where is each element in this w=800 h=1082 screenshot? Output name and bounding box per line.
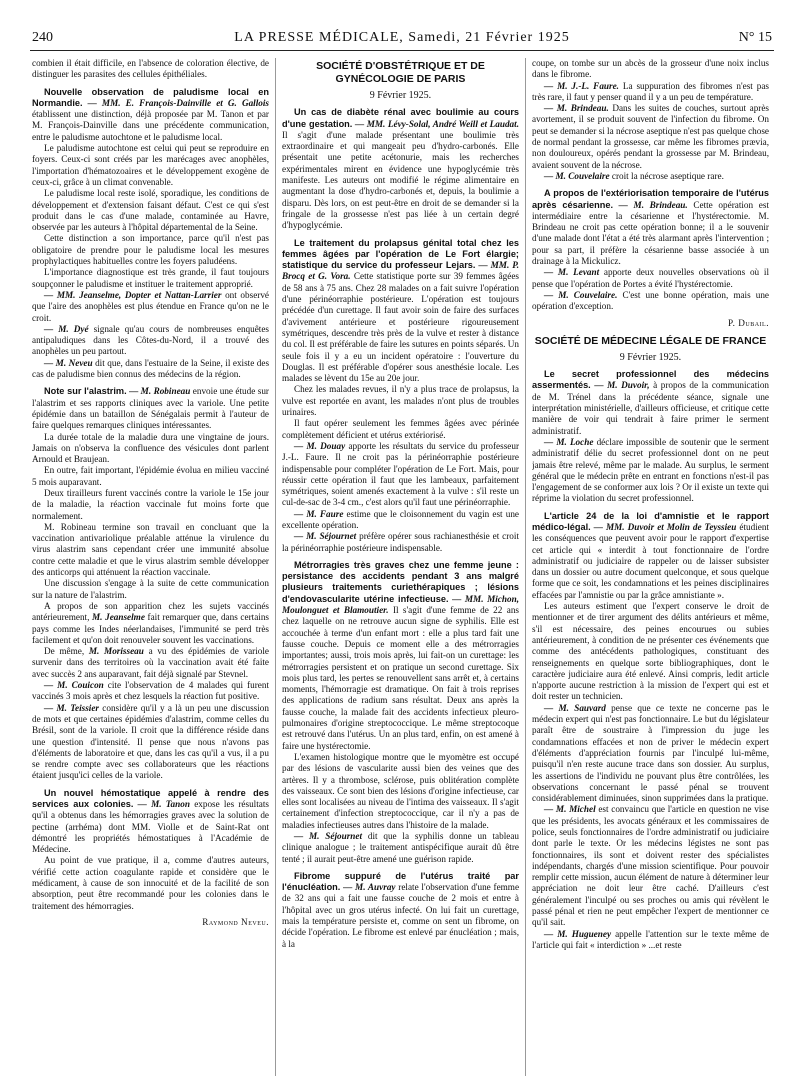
session-date: 9 Février 1925. bbox=[619, 351, 682, 363]
issue-number: N° 15 bbox=[738, 30, 772, 45]
paragraph bbox=[532, 103, 769, 171]
author-names: M. Jeanselme bbox=[92, 612, 145, 623]
paragraph bbox=[32, 601, 269, 646]
section-lead: Note sur l'alastrim. bbox=[44, 386, 127, 397]
author-names: — M. Hugueney bbox=[544, 928, 612, 939]
author-names: — M. Michel bbox=[544, 804, 596, 815]
paragraph: La durée totale de la maladie dura une vingtaine de jours. Jamais on n'observa la confluence des vésicules dont parlent Arnould et Braujean. bbox=[32, 431, 269, 465]
paragraph-text: a vu des épidémies de variole survenir dans des territoires où la vaccination avait été faite avec succès 2 ans auparavant, fait déjà signalé par Stevnel. bbox=[32, 646, 269, 679]
paragraph: En outre, fait important, l'épidémie évolua en milieu vacciné 5 mois auparavant. bbox=[32, 465, 269, 487]
paragraph bbox=[32, 386, 269, 431]
author-names: — M. Robineau bbox=[129, 386, 191, 397]
paragraph: M. Robineau termine son travail en concluant que la vaccination antivariolique préalable atténue la virulence du virus alastrim sans cependant créer une immunité absolue contre cette maladie et que le virus alastrim semble développer des anticorps qui atténuent la réaction vaccinale. bbox=[32, 521, 269, 578]
author-names: — M. Faure bbox=[294, 508, 344, 519]
page-header bbox=[30, 28, 774, 51]
society-heading: SOCIÉTÉ DE MÉDECINE LÉGALE DE FRANCE bbox=[534, 334, 767, 347]
paragraph-text: La suppuration des fibromes n'est pas très rare, il faut y penser quand il y a un peu de température. bbox=[532, 80, 769, 102]
paragraph bbox=[282, 531, 519, 554]
author-names: — M. Loche bbox=[544, 436, 594, 447]
column-2 bbox=[282, 58, 519, 1076]
paragraph-text: expose les résultats qu'il a obtenus dans les hémorragies graves avec la solution de pectine (arrhéma) dont MM. Violle et de Saint-Rat ont démontré les propriétés hémostatiques à l'Académie de Médecine. bbox=[32, 799, 269, 855]
author-names: — MM. E. François-Dainville et G. Gallois bbox=[87, 97, 269, 108]
author-names: — M. Séjournet bbox=[294, 531, 357, 542]
column-divider bbox=[525, 58, 526, 1076]
paragraph bbox=[532, 929, 769, 952]
paragraph-text: étudient les conséquences que peuvent avoir pour le rapport d'expertise cet article qui « interdit à tout fonctionnaire de l'ordre administratif ou judiciaire de rappeler ou de laisser subsister dans un dossier ou autre document quelconque, et sous quelque forme que ce soit, les condamnations et les peines disciplinaires effacées par l'amnistie ou par la grâce amnistiante ». bbox=[532, 521, 769, 600]
paragraph: Le paludisme autochtone est celui qui peut se reproduire en foyers. Ceux-ci sont créés par les marécages avec anophèles, l'importation d'hématozoaires et le développement exogène de ceux-ci, grâce à un climat convenable. bbox=[32, 143, 269, 187]
paragraph bbox=[282, 441, 519, 509]
paragraph bbox=[32, 646, 269, 680]
paragraph bbox=[532, 511, 769, 601]
paragraph bbox=[32, 87, 269, 143]
paragraph: combien il était difficile, en l'absence de coloration élective, de distinguer les parasites des cellules épithéliales. bbox=[32, 58, 269, 80]
author-names: — M. Couvelaire bbox=[544, 170, 610, 181]
paragraph-text: considère qu'il y a là un peu une discussion de mots et que certaines épidémies d'alastrim, comme celles du Brésil, sont de la variole. Il croit que la différence réside dans une question d'intensité. Il pense que nous n'avons pas d'éléments de laboratoire et que, dans les cas qu'il a vus, il a pu se rendre compte avec ses collaborateurs que les réactions étaient jusqu'ici celles de la variole. bbox=[32, 702, 269, 781]
paragraph bbox=[32, 324, 269, 358]
paragraph-text: Il s'agit d'une malade présentant une boulimie très extraordinaire et qui mangeait peu d'hydro-carbonés. Elle présentait une petite acétonurie, mais les recherches expérimentales mirent en évidence une hypoglycémie très manifeste. Les auteurs ont modifié le régime alimentaire en augmentant la dose d'hydro-carbonés et, depuis, la boulimie a disparu. Dès lors, on est peut-être en droit de se demander si la fringale de la grossesse n'est pas liée à un certain degré d'hypoglycémie. bbox=[282, 129, 519, 231]
paragraph-text: Cette opération est intermédiaire entre la césarienne et l'hystérectomie. M. Brindeau ne croit pas cette opération bonne; il a le souvenir d'une malade dont l'état a été très alarmant après l'intervention ; pour sa part, il préfère la césarienne basse associée à un drainage à la Mickulicz. bbox=[532, 199, 769, 267]
paragraph bbox=[532, 171, 769, 182]
author-names: — M. Teissier bbox=[44, 702, 99, 713]
paragraph bbox=[532, 703, 769, 805]
paragraph-text: C'est une bonne opération, mais une opération d'exception. bbox=[532, 289, 769, 312]
author-names: — MM. Jeanselme, Dopter et Nattan-Larrier bbox=[44, 289, 222, 300]
author-names: — M. Dyé bbox=[44, 323, 89, 334]
paragraph-text: signale qu'au cours de nombreuses enquêtes antipaludiques dans les Côtes-du-Nord, il a trouvé des anophèles un peu partout. bbox=[32, 323, 269, 357]
author-names: — M. Couicon bbox=[44, 680, 104, 691]
paragraph bbox=[532, 188, 769, 267]
paragraph: L'examen histologique montre que le myomètre est occupé par des lésions de vascularite aussi bien des veines que des artères. Il y a thrombose, sclérose, puis oblitération complète des vaisseaux. Ce sont bien des lésions d'origine infectieuse, car elles sont localisées au niveau de l'intima des vaisseaux. Il s'agit certainement d'infection streptococcique, car il n'y a pas de maladies infectieuses autres dans l'histoire de la malade. bbox=[282, 751, 519, 830]
author-names: — M. Douay bbox=[294, 440, 346, 451]
author-names: M. Morisseau bbox=[88, 646, 144, 657]
paragraph bbox=[532, 804, 769, 928]
paragraph bbox=[532, 267, 769, 290]
paragraph: Une discussion s'engage à la suite de cette communication sur la nature de l'alastrim. bbox=[32, 578, 269, 600]
paragraph: Il faut opérer seulement les femmes âgées avec périnée complètement déficient et utérus extériorisé. bbox=[282, 418, 519, 440]
author-names: — MM. Lévy-Solal, André Weill et Laudat. bbox=[354, 118, 519, 129]
paragraph-text: Dans les suites de couches, surtout après avortement, il se produit souvent de l'infection du fibrome. On peut se demander si la nécrose aseptique n'est pas quelque chose de normal pendant la grossesse, car même les fibromes prævia, non douloureux, opérés pendant la grossesse par M. Brindeau, avaient souvent de la nécrose. bbox=[532, 103, 769, 170]
paragraph bbox=[32, 703, 269, 782]
paragraph-text: établissent une distinction, déjà proposée par M. Tanon et par M. François-Dainville dans une précédente communication, entre le paludisme autochtone et le paludisme local. bbox=[32, 109, 269, 142]
author-names: — M. Tanon bbox=[137, 799, 190, 809]
paragraph-text: Il s'agit d'une femme de 22 ans chez laquelle on ne retrouve aucun signe de syphilis. Elle est accouchée à terme d'un enfant mort : elle a plus tard fait une fausse couche. Depuis ce moment elle a des métrorragies importantes; aussi, trois mois après, lui fait-on un curettage: les métrorragies persistent et on pratique un second curettage. Six mois plus tard, les pertes se renouvellent sans arrêt et, à certains moments, l'hémorragie est dramatique. On fait à trois reprises des applications de radium sans résultat. Deux ans après la fausse couche, la malade fait des accidents infectieux pleuro-pulmonaires d'origine streptococcique. Le même streptocoque est retrouvé dans l'utérus. Un an plus tard, enfin, on est amené à faire une hystérectomie. bbox=[282, 605, 519, 751]
paragraph-text: est convaincu que l'article en question ne vise que les présidents, les avocats généraux et les commissaires de police, seuls fonctionnaires de l'ordre administratif ou judiciaire dont parle le texte. Or les médecins légistes ne sont pas fonctionnaires, ils sont et doivent rester des spécialistes indépendants, chargés d'une mission scientifique. Pour pouvoir remplir cette mission, aucun élément de nature à déterminer leur appréciation ne doit leur être caché. D'ailleurs c'est généralement l'inculpé ou ses proches ou amis qui révèlent le passé pénal et rien ne peut empêcher l'expert de mentionner ce qu'il sait. bbox=[532, 804, 769, 928]
paragraph: Le paludisme local reste isolé, sporadique, les conditions de développement et d'extension faisant défaut. C'est ce qui s'est produit dans le cas d'une malade, contaminée au Havre, observée par les auteurs à l'hôpital départemental de la Seine. bbox=[32, 188, 269, 233]
paragraph-text: préfère opérer sous rachianesthésie et croit la périnéorraphie postérieure indispensable. bbox=[282, 531, 519, 553]
author-names: — M. J.-L. Faure. bbox=[544, 80, 619, 91]
society-heading: SOCIÉTÉ D'OBSTÉTRIQUE ET DE GYNÉCOLOGIE DE PARIS bbox=[316, 60, 485, 85]
paragraph-text: relate l'observation d'une femme de 32 ans qui a fait une fausse couche de 2 mois et entre à l'hôpital avec un gros utérus infecté. On lui fait un curettage, mais la température persiste et, comme on sent un fibrome, on décide l'opération. Le fibrome est enlevé par énucléation ; mais, à la bbox=[282, 882, 519, 949]
paragraph: Au point de vue pratique, il a, comme d'autres auteurs, vérifié cette action coagulante rapide et considère que le médicament, à cause de son innocuité et de la facilité de son absorption, peut être recommandé pour les colonies dans le traitement des hémorragies. bbox=[32, 855, 269, 911]
author-names: — M. Levant bbox=[544, 267, 600, 278]
column-3 bbox=[532, 58, 769, 1076]
session-date: 9 Février 1925. bbox=[369, 90, 432, 101]
section-lead: L'article 24 de la loi d'amnistie et le rapport médico-légal. bbox=[532, 510, 769, 532]
author-names: — MM. Duvoir et Molin de Teyssieu bbox=[593, 521, 737, 532]
paragraph bbox=[282, 871, 519, 950]
paragraph-text: dit que la syphilis donne un tableau clinique analogue ; le traitement antispécifique aurait dû être tenté ; il aurait peut-être amené une guérison rapide. bbox=[282, 831, 519, 864]
author-names: — M. Séjournet bbox=[294, 831, 363, 841]
section-lead: Métrorragies très graves chez une femme jeune : persistance des accidents pendant 3 ans malgré plusieurs traitements curiethérapiques ; lésions d'endovascularite utérine infectieuse. bbox=[282, 559, 519, 604]
paragraph-text: déclare impossible de soutenir que le serment administratif délie du secret professionnel dont on ne peut jamais être relevé, même par le malade. Au surplus, le serment général que le médecin prête en entrant en fonctions n'est-il pas l'engagement de se conformer aux lois ? Or il existe un texte qui réprime la violation du secret professionnel. bbox=[532, 436, 769, 504]
author-names: — M. Couvelaire. bbox=[544, 289, 618, 300]
paragraph-text: estime que le cloisonnement du vagin est une excellente opération. bbox=[282, 508, 519, 530]
author-names: — MM. P. Brocq et G. Vora. bbox=[282, 260, 519, 282]
paragraph bbox=[282, 509, 519, 532]
section-lead: Fibrome suppuré de l'utérus traité par l'énucléation. bbox=[282, 870, 519, 893]
section-lead: Le secret professionnel des médecins assermentés. bbox=[532, 369, 769, 391]
signature: P. Dubail. bbox=[728, 317, 769, 328]
column-divider bbox=[275, 58, 276, 1076]
author-names: — M. Neveu bbox=[44, 357, 93, 368]
author-names: — M. Duvoir, bbox=[594, 380, 650, 391]
paragraph: L'importance diagnostique est très grande, il faut toujours soupçonner le paludisme et instituer le traitement approprié. bbox=[32, 267, 269, 289]
author-names: — M. Auvray bbox=[343, 882, 396, 893]
signature: Raymond Neveu. bbox=[202, 916, 269, 927]
paragraph bbox=[282, 831, 519, 865]
paragraph: Deux tirailleurs furent vaccinés contre la variole le 15e jour de la maladie, la réaction vaccinale fut moins forte que normalement. bbox=[32, 487, 269, 521]
paragraph-text: Cette statistique porte sur 39 femmes âgées de 58 ans à 75 ans. Chez 28 malades on a fait suivre l'opération d'une périnéorraphie postérieure. L'opération est toujours précédée d'un curettage. Il faut avoir soin de faire des surfaces d'avivement antérieure et postérieure rigoureusement symétriques, descendre très près de la vulve et rester à distance du col. Il est préférable de faire les sutures en points séparés. Un seule fois il y a eu un incident opératoire : l'ouverture du Douglas. Il est préférable d'opérer sous anesthésie locale. Les malades se lèvent du 15e au 20e jour. bbox=[282, 271, 519, 384]
author-names: — M. Brindeau. bbox=[618, 199, 688, 210]
paragraph bbox=[532, 369, 769, 437]
paragraph-text: pense que ce texte ne concerne pas le médecin expert qui n'est pas fonctionnaire. Le but du législateur paraît être de soustraire à l'impression du juge les condamnations effacées et non de priver le médecin expert d'éléments d'appréciation fournis par l'inculpé lui-même, puisqu'il n'en reste aucune trace dans son dossier. Au surplus, les assertions de l'individu ne pouvant plus être contrôlées, les observations concernant le passé pénal se trouvent considérablement diminuées, sinon supprimées dans la pratique. bbox=[532, 702, 769, 804]
author-names: — MM. Michon, Moulonguet et Blamoutier. bbox=[282, 593, 519, 616]
paragraph-text: croit la nécrose aseptique rare. bbox=[611, 170, 724, 181]
paragraph bbox=[32, 290, 269, 324]
paragraph-text: De même, bbox=[44, 646, 85, 657]
paragraph bbox=[532, 81, 769, 104]
paragraph: Chez les malades revues, il n'y a plus trace de prolapsus, la vulve est reportée en avant, les malades n'ont plus de troubles urinaires. bbox=[282, 384, 519, 418]
paragraph bbox=[532, 437, 769, 505]
section-lead: Le traitement du prolapsus génital total chez les femmes âgées par l'opération de Le Fort élargie; statistique du service du professeur Lejars. bbox=[282, 237, 519, 271]
journal-title: LA PRESSE MÉDICALE, Samedi, 21 Février 1925 bbox=[234, 30, 570, 45]
page-number: 240 bbox=[32, 30, 53, 45]
paragraph-text: envoie une étude sur l'alastrim et ses rapports cliniques avec la variole. Une petite épidémie dans un bataillon de Sénégalais permit à l'auteur de faire quelques remarques cliniques intéressantes. bbox=[32, 386, 269, 431]
section-lead: A propos de l'extériorisation temporaire de l'utérus après césarienne. bbox=[532, 188, 769, 210]
paragraph-text: dit que, dans l'estuaire de la Seine, il existe des cas de paludisme bien connus des médecins de la région. bbox=[32, 357, 269, 380]
paragraph: coupe, on tombe sur un abcès de la grosseur d'une noix inclus dans le fibrome. bbox=[532, 58, 769, 80]
paragraph-text: à propos de la communication de M. Trénel dans la précédente séance, signale une interprétation ministérielle, d'ailleurs officieuse, et critique cette manière de voir qui tendrait à faire primer le serment administratif. bbox=[532, 380, 769, 436]
section-lead: Un cas de diabète rénal avec boulimie au cours d'une gestation. bbox=[282, 107, 519, 129]
paragraph bbox=[282, 238, 519, 385]
column-1 bbox=[32, 58, 269, 1076]
paragraph bbox=[32, 680, 269, 703]
paragraph-text: apporte deux nouvelles observations où il pense que l'opération de Portes a évité l'hystérectomie. bbox=[532, 267, 769, 289]
paragraph-text: apporte les résultats du service du professeur J.-L. Faure. Il ne croit pas la périnéorraphie postérieure indispensable pour compléter l'opération de Le Fort. Mais, pour réussir cette opération il faut que les lambeaux, parfaitement symétriques, soient amenés exactement à la vulve : s'il reste un cul-de-sac de 3-4 cm., c'est alors qu'il faut une périnéorraphie. bbox=[282, 440, 519, 508]
section-lead: Un nouvel hémostatique appelé à rendre des services aux colonies. bbox=[32, 787, 269, 809]
paragraph bbox=[282, 107, 519, 231]
author-names: — M. Brindeau. bbox=[544, 103, 609, 114]
paragraph bbox=[532, 290, 769, 313]
paragraph-text: appelle l'attention sur le texte même de l'article qui fait « interdiction » ...et reste bbox=[532, 928, 769, 950]
paragraph-text: cite l'observation de 4 malades qui furent vaccinés 3 mois après et chez lesquels la réaction fut positive. bbox=[32, 680, 269, 702]
paragraph-text: fait remarquer que, dans certains pays comme les Indes néerlandaises, l'immunité se perd très facilement et qu'on doit renouveler souvent les vaccinations. bbox=[32, 612, 269, 645]
paragraph: Les auteurs estiment que l'expert conserve le droit de mentionner et de tirer argument des délits antérieurs et même, s'il est nécessaire, des peines encourues ou subies antérieurement, à condition de ne présenter ces événements que comme des antécédents pathologiques, constituant des renseignements en quelque sorte bibliographiques, dont le caractère judiciaire aura été enlevé. Ainsi compris, ledit article n'apporte aucune restriction à la mission de l'expert qui est et doit rester un technicien. bbox=[532, 601, 769, 702]
paragraph-text: A propos de son apparition chez les sujets vaccinés antérieurement, bbox=[32, 600, 269, 623]
paragraph bbox=[32, 788, 269, 856]
paragraph: Cette distinction a son importance, parce qu'il n'est pas obligatoire de prendre pour le paludisme local les mesures prophylactiques habituelles contre les foyers paludéens. bbox=[32, 233, 269, 267]
paragraph-text: ont observé que l'aire des anophèles est plus étendue en France qu'on ne le croit. bbox=[32, 289, 269, 323]
author-names: — M. Sauvard bbox=[544, 702, 606, 713]
section-lead: Nouvelle observation de paludisme local en Normandie. bbox=[32, 86, 269, 108]
paragraph bbox=[32, 358, 269, 381]
paragraph bbox=[282, 560, 519, 752]
